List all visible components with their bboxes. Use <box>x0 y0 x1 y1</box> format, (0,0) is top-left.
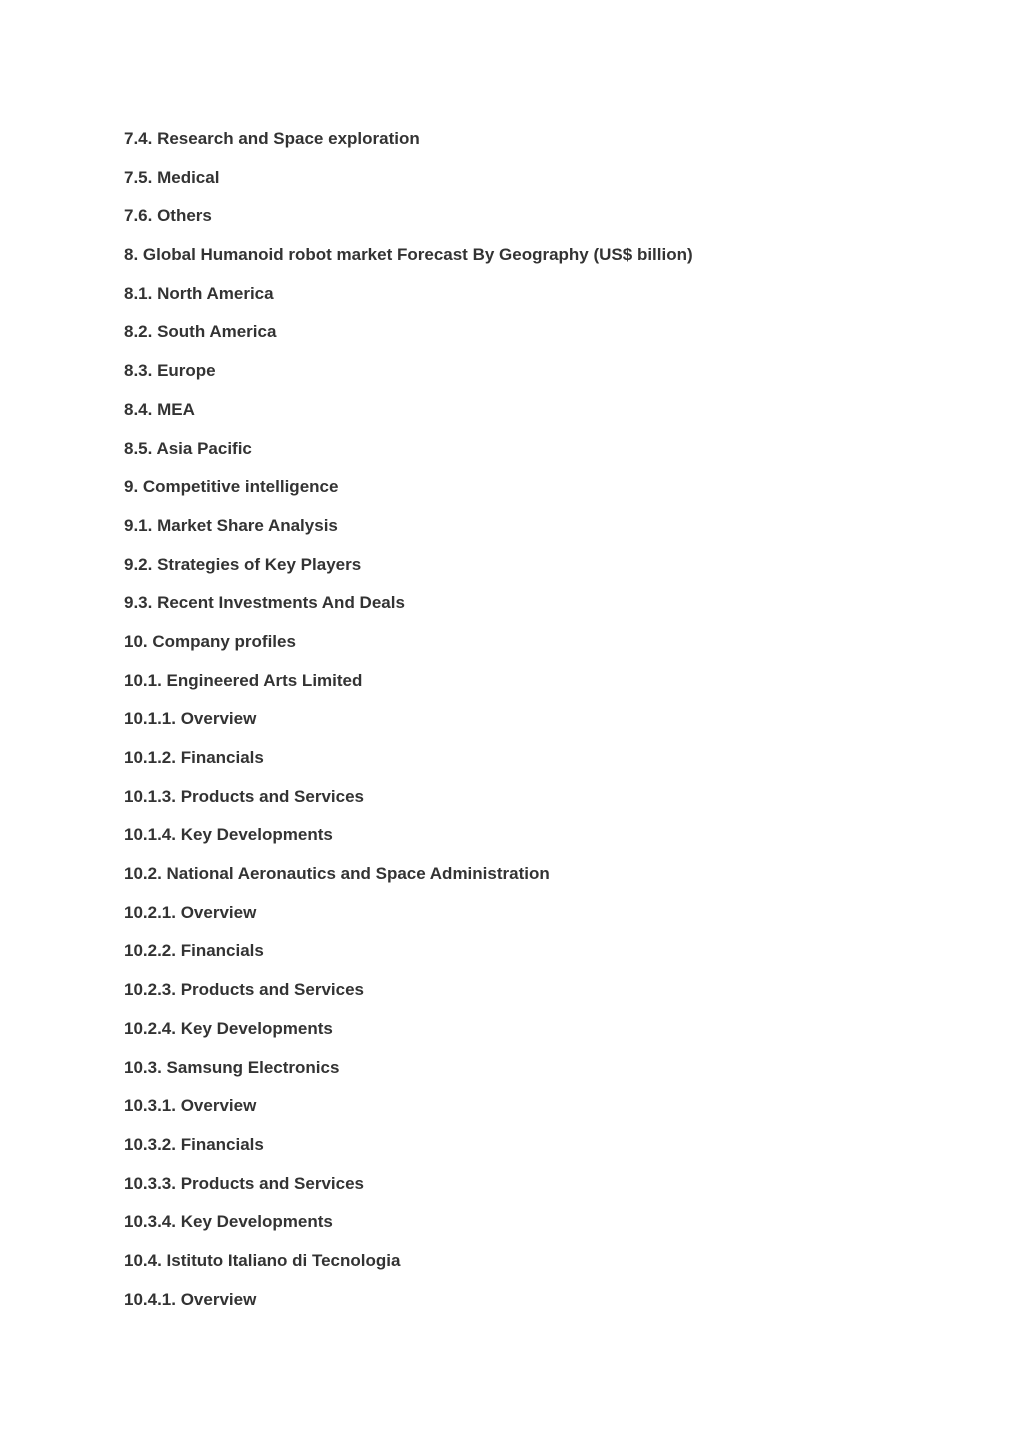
toc-entry: 10.3.4. Key Developments <box>124 1212 333 1232</box>
toc-entry: 9. Competitive intelligence <box>124 477 339 497</box>
toc-entry: 9.1. Market Share Analysis <box>124 515 338 535</box>
toc-entry: 10.4.1. Overview <box>124 1289 257 1309</box>
toc-entry: 9.3. Recent Investments And Deals <box>124 593 405 613</box>
toc-entry: 10.3.3. Products and Services <box>124 1173 365 1193</box>
toc-entry: 10.2.4. Key Developments <box>124 1018 333 1038</box>
toc-entry: 10. Company profiles <box>124 631 296 651</box>
toc-entry: 8.2. South America <box>124 322 277 342</box>
toc-entry: 10.1.2. Financials <box>124 748 264 767</box>
toc-entry: 10.1.1. Overview <box>124 709 257 729</box>
toc-entry: 10.4. Istituto Italiano di Tecnologia <box>124 1250 401 1270</box>
toc-entry: 8. Global Humanoid robot market Forecast By Geography (US$ billion) <box>124 245 693 265</box>
toc-entry: 10.3.1. Overview <box>124 1096 257 1116</box>
toc-entry: 10.1.3. Products and Services <box>124 786 365 806</box>
toc-entry: 7.6. Others <box>124 206 212 226</box>
toc-entry: 10.2. National Aeronautics and Space Administration <box>124 864 550 884</box>
toc-entry: 7.5. Medical <box>124 167 220 187</box>
toc-entry: 9.2. Strategies of Key Players <box>124 554 362 574</box>
toc-entry: 10.1. Engineered Arts Limited <box>124 670 363 690</box>
toc-entry: 10.2.2. Financials <box>124 941 264 961</box>
toc-entry: 10.1.4. Key Developments <box>124 825 333 845</box>
toc-entry: 10.2.1. Overview <box>124 902 257 922</box>
toc-entry: 7.4. Research and Space exploration <box>124 129 420 148</box>
toc-entry: 10.2.3. Products and Services <box>124 980 365 1000</box>
toc-entry: 8.1. North America <box>124 283 274 303</box>
toc-entry: 10.3. Samsung Electronics <box>124 1057 340 1077</box>
toc-entry: 8.3. Europe <box>124 361 216 381</box>
toc-entry: 8.5. Asia Pacific <box>124 438 252 458</box>
toc-entry: 8.4. MEA <box>124 399 195 419</box>
table-of-contents <box>124 129 693 1328</box>
toc-entry: 10.3.2. Financials <box>124 1134 264 1154</box>
